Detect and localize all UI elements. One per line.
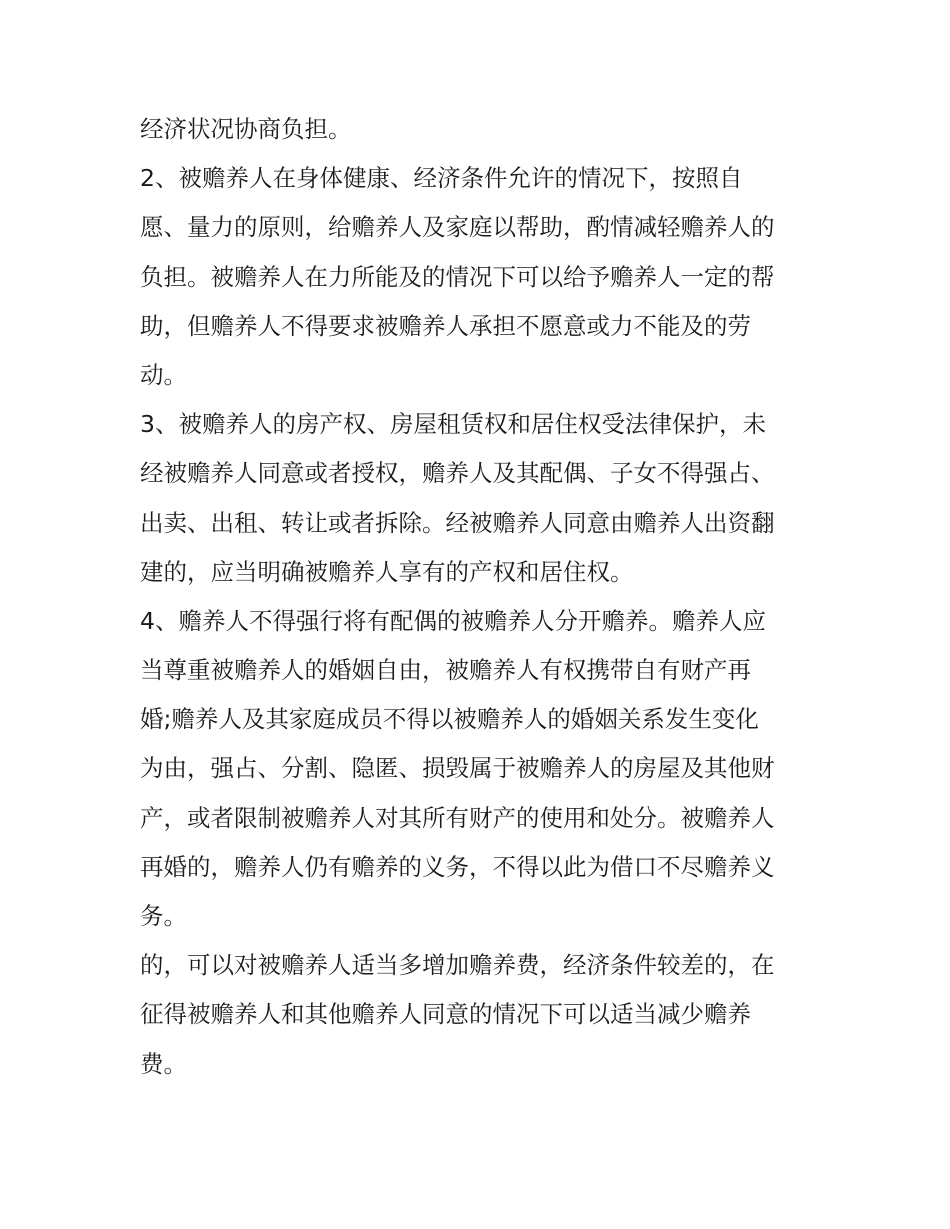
text-line: 征得被赡养人和其他赡养人同意的情况下可以适当减少赡养 [140, 1000, 751, 1029]
text-line: 当尊重被赡养人的婚姻自由，被赡养人有权携带自有财产再 [140, 656, 751, 685]
text-line: 3、被赡养人的房产权、房屋租赁权和居住权受法律保护，未 [140, 410, 766, 439]
text-line: 助，但赡养人不得要求被赡养人承担不愿意或力不能及的劳 [140, 311, 751, 340]
text-line: 的，可以对被赡养人适当多增加赡养费，经济条件较差的，在 [140, 951, 775, 980]
text-line: 4、赡养人不得强行将有配偶的被赡养人分开赡养。赡养人应 [140, 606, 766, 635]
text-line: 为由，强占、分割、隐匿、损毁属于被赡养人的房屋及其他财 [140, 754, 775, 783]
text-line: 务。 [140, 902, 187, 930]
text-line: 2、被赡养人在身体健康、经济条件允许的情况下，按照自 [140, 164, 743, 193]
text-line: 产，或者限制被赡养人对其所有财产的使用和处分。被赡养人 [140, 803, 775, 832]
text-line: 费。 [140, 1049, 187, 1078]
text-line: 建的，应当明确被赡养人享有的产权和居住权。 [140, 557, 634, 586]
text-line: 出卖、出租、转让或者拆除。经被赡养人同意由赡养人出资翻 [140, 508, 775, 537]
text-line: 婚;赡养人及其家庭成员不得以被赡养人的婚姻关系发生变化 [140, 705, 759, 734]
text-line: 动。 [140, 360, 187, 389]
text-line: 愿、量力的原则，给赡养人及家庭以帮助，酌情减轻赡养人的 [140, 213, 775, 242]
text-line: 再婚的，赡养人仍有赡养的义务，不得以此为借口不尽赡养义 [140, 852, 775, 881]
text-line: 经被赡养人同意或者授权，赡养人及其配偶、子女不得强占、 [140, 459, 775, 488]
document-body [140, 105, 820, 1089]
text-line: 经济状况协商负担。 [140, 115, 352, 143]
text-line: 负担。被赡养人在力所能及的情况下可以给予赡养人一定的帮 [140, 262, 775, 291]
